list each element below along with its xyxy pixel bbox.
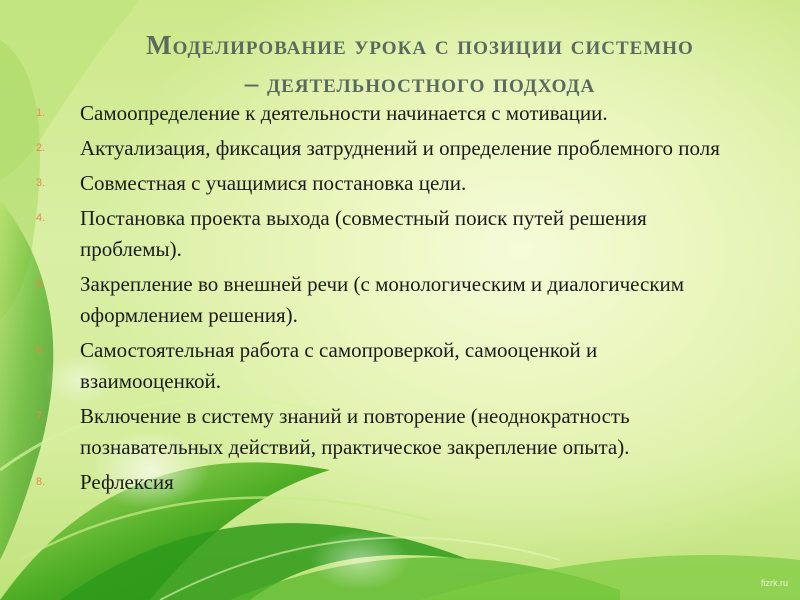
item-text: Включение в систему знаний и повторение (неоднократность познавательных действий, практическое закрепление опыта). [80,404,630,459]
item-number: 5. [36,278,46,290]
list-item [36,401,736,463]
list-item [36,133,736,164]
list-item [36,98,736,129]
list-item [36,168,736,199]
item-number: 6. [36,344,46,356]
list-item [36,467,736,498]
steps-list [36,98,736,502]
item-text: Рефлексия [80,470,174,494]
watermark: fizrk.ru [761,578,788,588]
list-item [36,203,736,265]
item-number: 3. [36,177,46,189]
item-number: 1. [36,107,46,119]
item-text: Актуализация, фиксация затруднений и определение проблемного поля [80,136,720,160]
item-number: 2. [36,142,46,154]
list-item [36,335,736,397]
item-text: Закрепление во внешней речи (с монологическим и диалогическим оформлением решения). [80,272,685,327]
title-line-2: – деятельностного подхода [244,68,596,98]
item-text: Самоопределение к деятельности начинается с мотивации. [80,101,608,125]
title-line-1: Моделирование урока с позиции системно [146,30,694,60]
item-number: 8. [36,476,46,488]
list-item [36,269,736,331]
item-text: Совместная с учащимися постановка цели. [80,171,467,195]
item-number: 4. [36,212,46,224]
item-text: Постановка проекта выхода (совместный поиск путей решения проблемы). [80,206,647,261]
item-text: Самостоятельная работа с самопроверкой, самооценкой и взаимооценкой. [80,338,598,393]
slide-title [70,26,770,102]
item-number: 7. [36,410,46,422]
